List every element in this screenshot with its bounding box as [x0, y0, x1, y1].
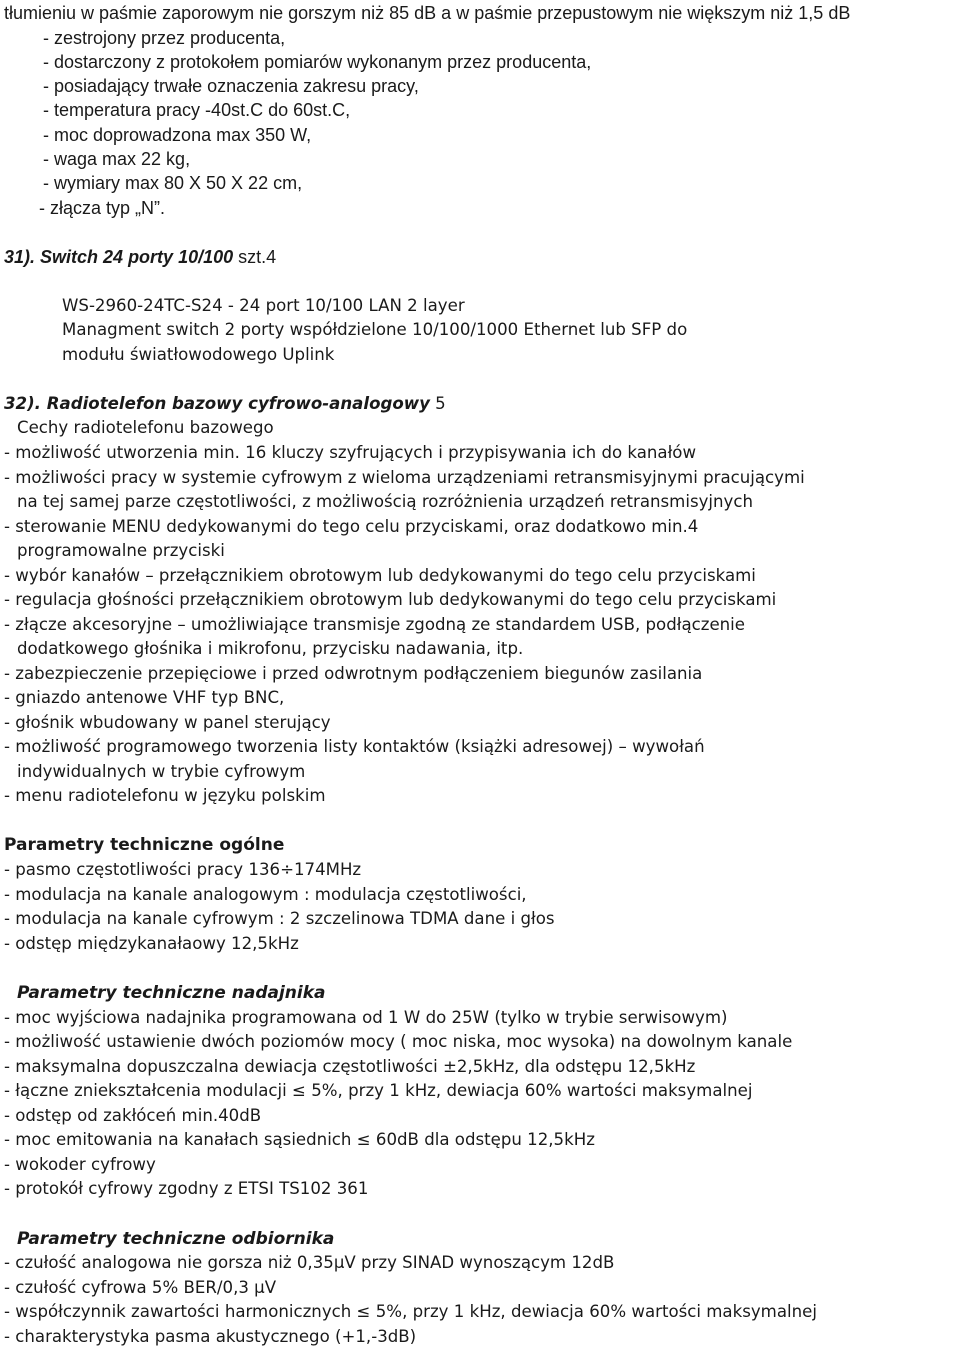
params-tx-line: - moc wyjściowa nadajnika programowana od 1 W do 25W (tylko w trybie serwisowym) — [4, 1008, 728, 1027]
item31-number: 31). — [4, 247, 41, 267]
params-tx-line: - wokoder cyfrowy — [4, 1155, 156, 1174]
item32-line: na tej samej parze częstotliwości, z możliwością rozróżnienia urządzeń retransmisyjnych — [17, 492, 754, 511]
intro-line: - posiadający trwałe oznaczenia zakresu pracy, — [43, 76, 419, 96]
item31-line: WS-2960-24TC-S24 - 24 port 10/100 LAN 2 layer — [62, 296, 465, 315]
item32-line: - menu radiotelefonu w języku polskim — [4, 786, 326, 805]
params-general-line: - modulacja na kanale analogowym : modulacja częstotliwości, — [4, 885, 527, 904]
item32-line: - głośnik wbudowany w panel sterujący — [4, 713, 331, 732]
params-rx-line: - czułość cyfrowa 5% BER/0,3 μV — [4, 1278, 277, 1297]
intro-line: - moc doprowadzona max 350 W, — [43, 125, 312, 145]
item32-line: - gniazdo antenowe VHF typ BNC, — [4, 688, 285, 707]
params-tx-line: - maksymalna dopuszczalna dewiacja częstotliwości ±2,5kHz, dla odstępu 12,5kHz — [4, 1057, 696, 1076]
item32-line: - złącze akcesoryjne – umożliwiające transmisje zgodną ze standardem USB, podłączenie — [4, 615, 746, 634]
params-tx-line: - moc emitowania na kanałach sąsiednich ≤ 60dB dla odstępu 12,5kHz — [4, 1130, 595, 1149]
intro-line: - dostarczony z protokołem pomiarów wykonanym przez producenta, — [43, 52, 592, 72]
intro-line: - złącza typ „N”. — [39, 198, 166, 218]
item32-line: dodatkowego głośnika i mikrofonu, przycisku nadawania, itp. — [17, 639, 524, 658]
params-rx-line: - charakterystyka pasma akustycznego (+1,-3dB) — [4, 1327, 417, 1346]
params-rx-heading: Parametry techniczne odbiornika — [17, 1229, 335, 1249]
params-rx-line: - czułość analogowa nie gorsza niż 0,35μV przy SINAD wynoszącym 12dB — [4, 1253, 615, 1272]
item31-line: Managment switch 2 porty współdzielone 10/100/1000 Ethernet lub SFP do — [62, 320, 688, 339]
params-rx-line: - współczynnik zawartości harmonicznych ≤ 5%, przy 1 kHz, dewiacja 60% wartości maksymalnej — [4, 1302, 817, 1321]
params-tx-heading: Parametry techniczne nadajnika — [17, 983, 326, 1003]
item32-line: - sterowanie MENU dedykowanymi do tego celu przyciskami, oraz dodatkowo min.4 — [4, 517, 699, 536]
item31-qty: szt.4 — [233, 247, 277, 267]
item32-line: Cechy radiotelefonu bazowego — [17, 418, 274, 437]
intro-line: - wymiary max 80 X 50 X 22 cm, — [43, 173, 303, 193]
params-tx-line: - łączne zniekształcenia modulacji ≤ 5%, przy 1 kHz, dewiacja 60% wartości maksymalnej — [4, 1081, 753, 1100]
item32-line: - możliwości pracy w systemie cyfrowym z wieloma urządzeniami retransmisyjnymi pracującymi — [4, 468, 805, 487]
item31-title: Switch 24 porty 10/100 — [40, 247, 234, 267]
params-tx-line: - odstęp od zakłóceń min.40dB — [4, 1106, 262, 1125]
item32-line: - możliwość programowego tworzenia listy kontaktów (książki adresowej) – wywołań — [4, 737, 705, 756]
intro-line: - waga max 22 kg, — [43, 149, 191, 169]
item32-heading — [4, 396, 446, 413]
item32-line: - możliwość utworzenia min. 16 kluczy szyfrujących i przypisywania ich do kanałów — [4, 443, 697, 462]
params-general-line: - odstęp międzykanałaowy 12,5kHz — [4, 934, 299, 953]
item32-line: - wybór kanałów – przełącznikiem obrotowym lub dedykowanymi do tego celu przyciskami — [4, 566, 756, 585]
item32-line: - regulacja głośności przełącznikiem obrotowym lub dedykowanymi do tego celu przyciskami — [4, 590, 777, 609]
item31-heading — [4, 248, 276, 266]
item32-number: 32). — [4, 394, 47, 413]
params-tx-line: - protokół cyfrowy zgodny z ETSI TS102 361 — [4, 1179, 369, 1198]
item32-line: programowalne przyciski — [17, 541, 225, 560]
intro-line: tłumieniu w paśmie zaporowym nie gorszym niż 85 dB a w paśmie przepustowym nie większym niż 1,5 dB — [4, 3, 851, 23]
item31-line: modułu światłowodowego Uplink — [62, 345, 335, 364]
intro-line: - zestrojony przez producenta, — [43, 28, 286, 48]
intro-line: - temperatura pracy -40st.C do 60st.C, — [43, 100, 351, 120]
item32-qty: 5 — [429, 394, 446, 413]
params-general-heading: Parametry techniczne ogólne — [4, 835, 285, 855]
item32-line: - zabezpieczenie przepięciowe i przed odwrotnym podłączeniem biegunów zasilania — [4, 664, 703, 683]
params-tx-line: - możliwość ustawienie dwóch poziomów mocy ( moc niska, moc wysoka) na dowolnym kanale — [4, 1032, 793, 1051]
params-general-line: - modulacja na kanale cyfrowym : 2 szczelinowa TDMA dane i głos — [4, 909, 555, 928]
item32-line: indywidualnych w trybie cyfrowym — [17, 762, 306, 781]
item32-title: Radiotelefon bazowy cyfrowo-analogowy — [46, 394, 430, 413]
params-general-line: - pasmo częstotliwości pracy 136÷174MHz — [4, 860, 362, 879]
